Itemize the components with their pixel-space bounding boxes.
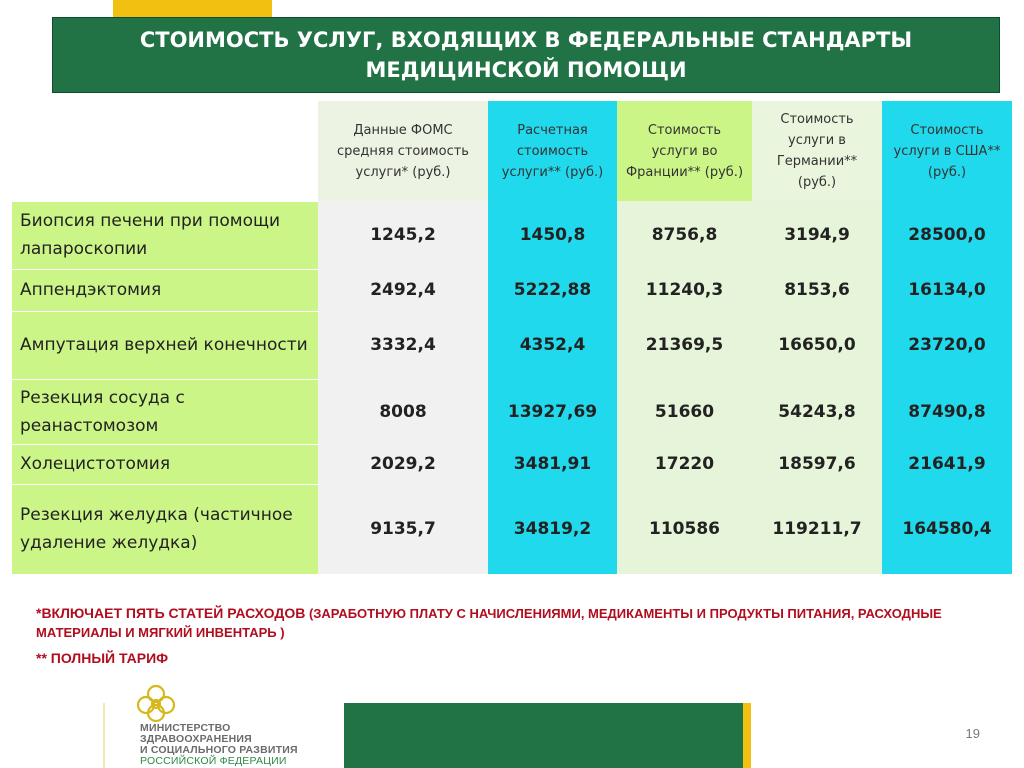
logo-line-2: ЗДРАВООХРАНЕНИЯ bbox=[140, 733, 252, 745]
cell-france: 11240,3 bbox=[617, 269, 752, 311]
cell-germany: 54243,8 bbox=[752, 379, 882, 444]
column-header-france: Стоимость услуги во Франции** (руб.) bbox=[617, 101, 752, 201]
table-corner-cell bbox=[12, 101, 318, 201]
cell-germany: 16650,0 bbox=[752, 311, 882, 379]
footer-accent-bar bbox=[743, 703, 751, 768]
cell-foms: 2029,2 bbox=[318, 444, 488, 484]
column-header-calculated: Расчетная стоимость услуги** (руб.) bbox=[488, 101, 617, 201]
cell-france: 51660 bbox=[617, 379, 752, 444]
table-header-row bbox=[12, 101, 1012, 201]
slide-title bbox=[96, 25, 956, 85]
cell-france: 8756,8 bbox=[617, 201, 752, 269]
cell-usa: 23720,0 bbox=[882, 311, 1012, 379]
cell-france: 17220 bbox=[617, 444, 752, 484]
ministry-logo-text bbox=[140, 723, 298, 767]
table-row bbox=[12, 444, 1012, 484]
column-header-germany: Стоимость услуги в Германии** (руб.) bbox=[752, 101, 882, 201]
page-number: 19 bbox=[965, 726, 980, 741]
cell-usa: 28500,0 bbox=[882, 201, 1012, 269]
cell-calculated: 4352,4 bbox=[488, 311, 617, 379]
footer-divider bbox=[103, 703, 105, 768]
cell-foms: 2492,4 bbox=[318, 269, 488, 311]
logo-line-3: И СОЦИАЛЬНОГО РАЗВИТИЯ bbox=[140, 744, 298, 756]
ministry-emblem-icon bbox=[132, 683, 180, 723]
cell-calculated: 13927,69 bbox=[488, 379, 617, 444]
footnote-1-detail: (ЗАРАБОТНУЮ ПЛАТУ С НАЧИСЛЕНИЯМИ, МЕДИКАМЕНТЫ И ПРОДУКТЫ ПИТАНИЯ, РАСХОДНЫЕ МАТЕРИАЛЫ И МЯГКИЙ ИНВЕНТАРЬ ) bbox=[36, 606, 942, 640]
row-label: Аппендэктомия bbox=[12, 269, 318, 311]
cell-germany: 8153,6 bbox=[752, 269, 882, 311]
slide-title-line1: СТОИМОСТЬ УСЛУГ, ВХОДЯЩИХ В ФЕДЕРАЛЬНЫЕ СТАНДАРТЫ bbox=[139, 28, 913, 52]
cell-calculated: 34819,2 bbox=[488, 484, 617, 574]
cell-foms: 8008 bbox=[318, 379, 488, 444]
logo-line-4: РОССИЙСКОЙ ФЕДЕРАЦИИ bbox=[140, 755, 287, 767]
logo-line-1: МИНИСТЕРСТВО bbox=[140, 722, 231, 734]
cell-foms: 1245,2 bbox=[318, 201, 488, 269]
cell-usa: 164580,4 bbox=[882, 484, 1012, 574]
cell-france: 110586 bbox=[617, 484, 752, 574]
row-label: Биопсия печени при помощи лапароскопии bbox=[12, 201, 318, 269]
column-header-foms: Данные ФОМС средняя стоимость услуги* (руб.) bbox=[318, 101, 488, 201]
row-label: Резекция сосуда с реанастомозом bbox=[12, 379, 318, 444]
slide-title-bar bbox=[52, 17, 1000, 93]
cell-usa: 21641,9 bbox=[882, 444, 1012, 484]
cell-germany: 119211,7 bbox=[752, 484, 882, 574]
table-row bbox=[12, 201, 1012, 269]
row-label: Резекция желудка (частичное удаление желудка) bbox=[12, 484, 318, 574]
cell-foms: 3332,4 bbox=[318, 311, 488, 379]
row-label: Холецистотомия bbox=[12, 444, 318, 484]
footnote-2: ** ПОЛНЫЙ ТАРИФ bbox=[36, 650, 169, 666]
top-accent-bar bbox=[113, 0, 272, 17]
slide-title-line2: МЕДИЦИНСКОЙ ПОМОЩИ bbox=[365, 58, 687, 82]
cell-france: 21369,5 bbox=[617, 311, 752, 379]
table-row bbox=[12, 484, 1012, 574]
table-row bbox=[12, 311, 1012, 379]
cost-table bbox=[12, 101, 1012, 574]
table-row bbox=[12, 269, 1012, 311]
cell-usa: 16134,0 bbox=[882, 269, 1012, 311]
cell-germany: 18597,6 bbox=[752, 444, 882, 484]
cell-calculated: 3481,91 bbox=[488, 444, 617, 484]
footer-green-bar bbox=[344, 703, 743, 768]
column-header-usa: Стоимость услуги в США** (руб.) bbox=[882, 101, 1012, 201]
cell-foms: 9135,7 bbox=[318, 484, 488, 574]
cell-calculated: 5222,88 bbox=[488, 269, 617, 311]
cell-calculated: 1450,8 bbox=[488, 201, 617, 269]
footnotes bbox=[36, 604, 986, 666]
footnote-1-lead: *ВКЛЮЧАЕТ ПЯТЬ СТАТЕЙ РАСХОДОВ bbox=[36, 605, 306, 621]
table-row bbox=[12, 379, 1012, 444]
footnote-1 bbox=[36, 604, 986, 642]
cell-usa: 87490,8 bbox=[882, 379, 1012, 444]
cell-germany: 3194,9 bbox=[752, 201, 882, 269]
row-label: Ампутация верхней конечности bbox=[12, 311, 318, 379]
